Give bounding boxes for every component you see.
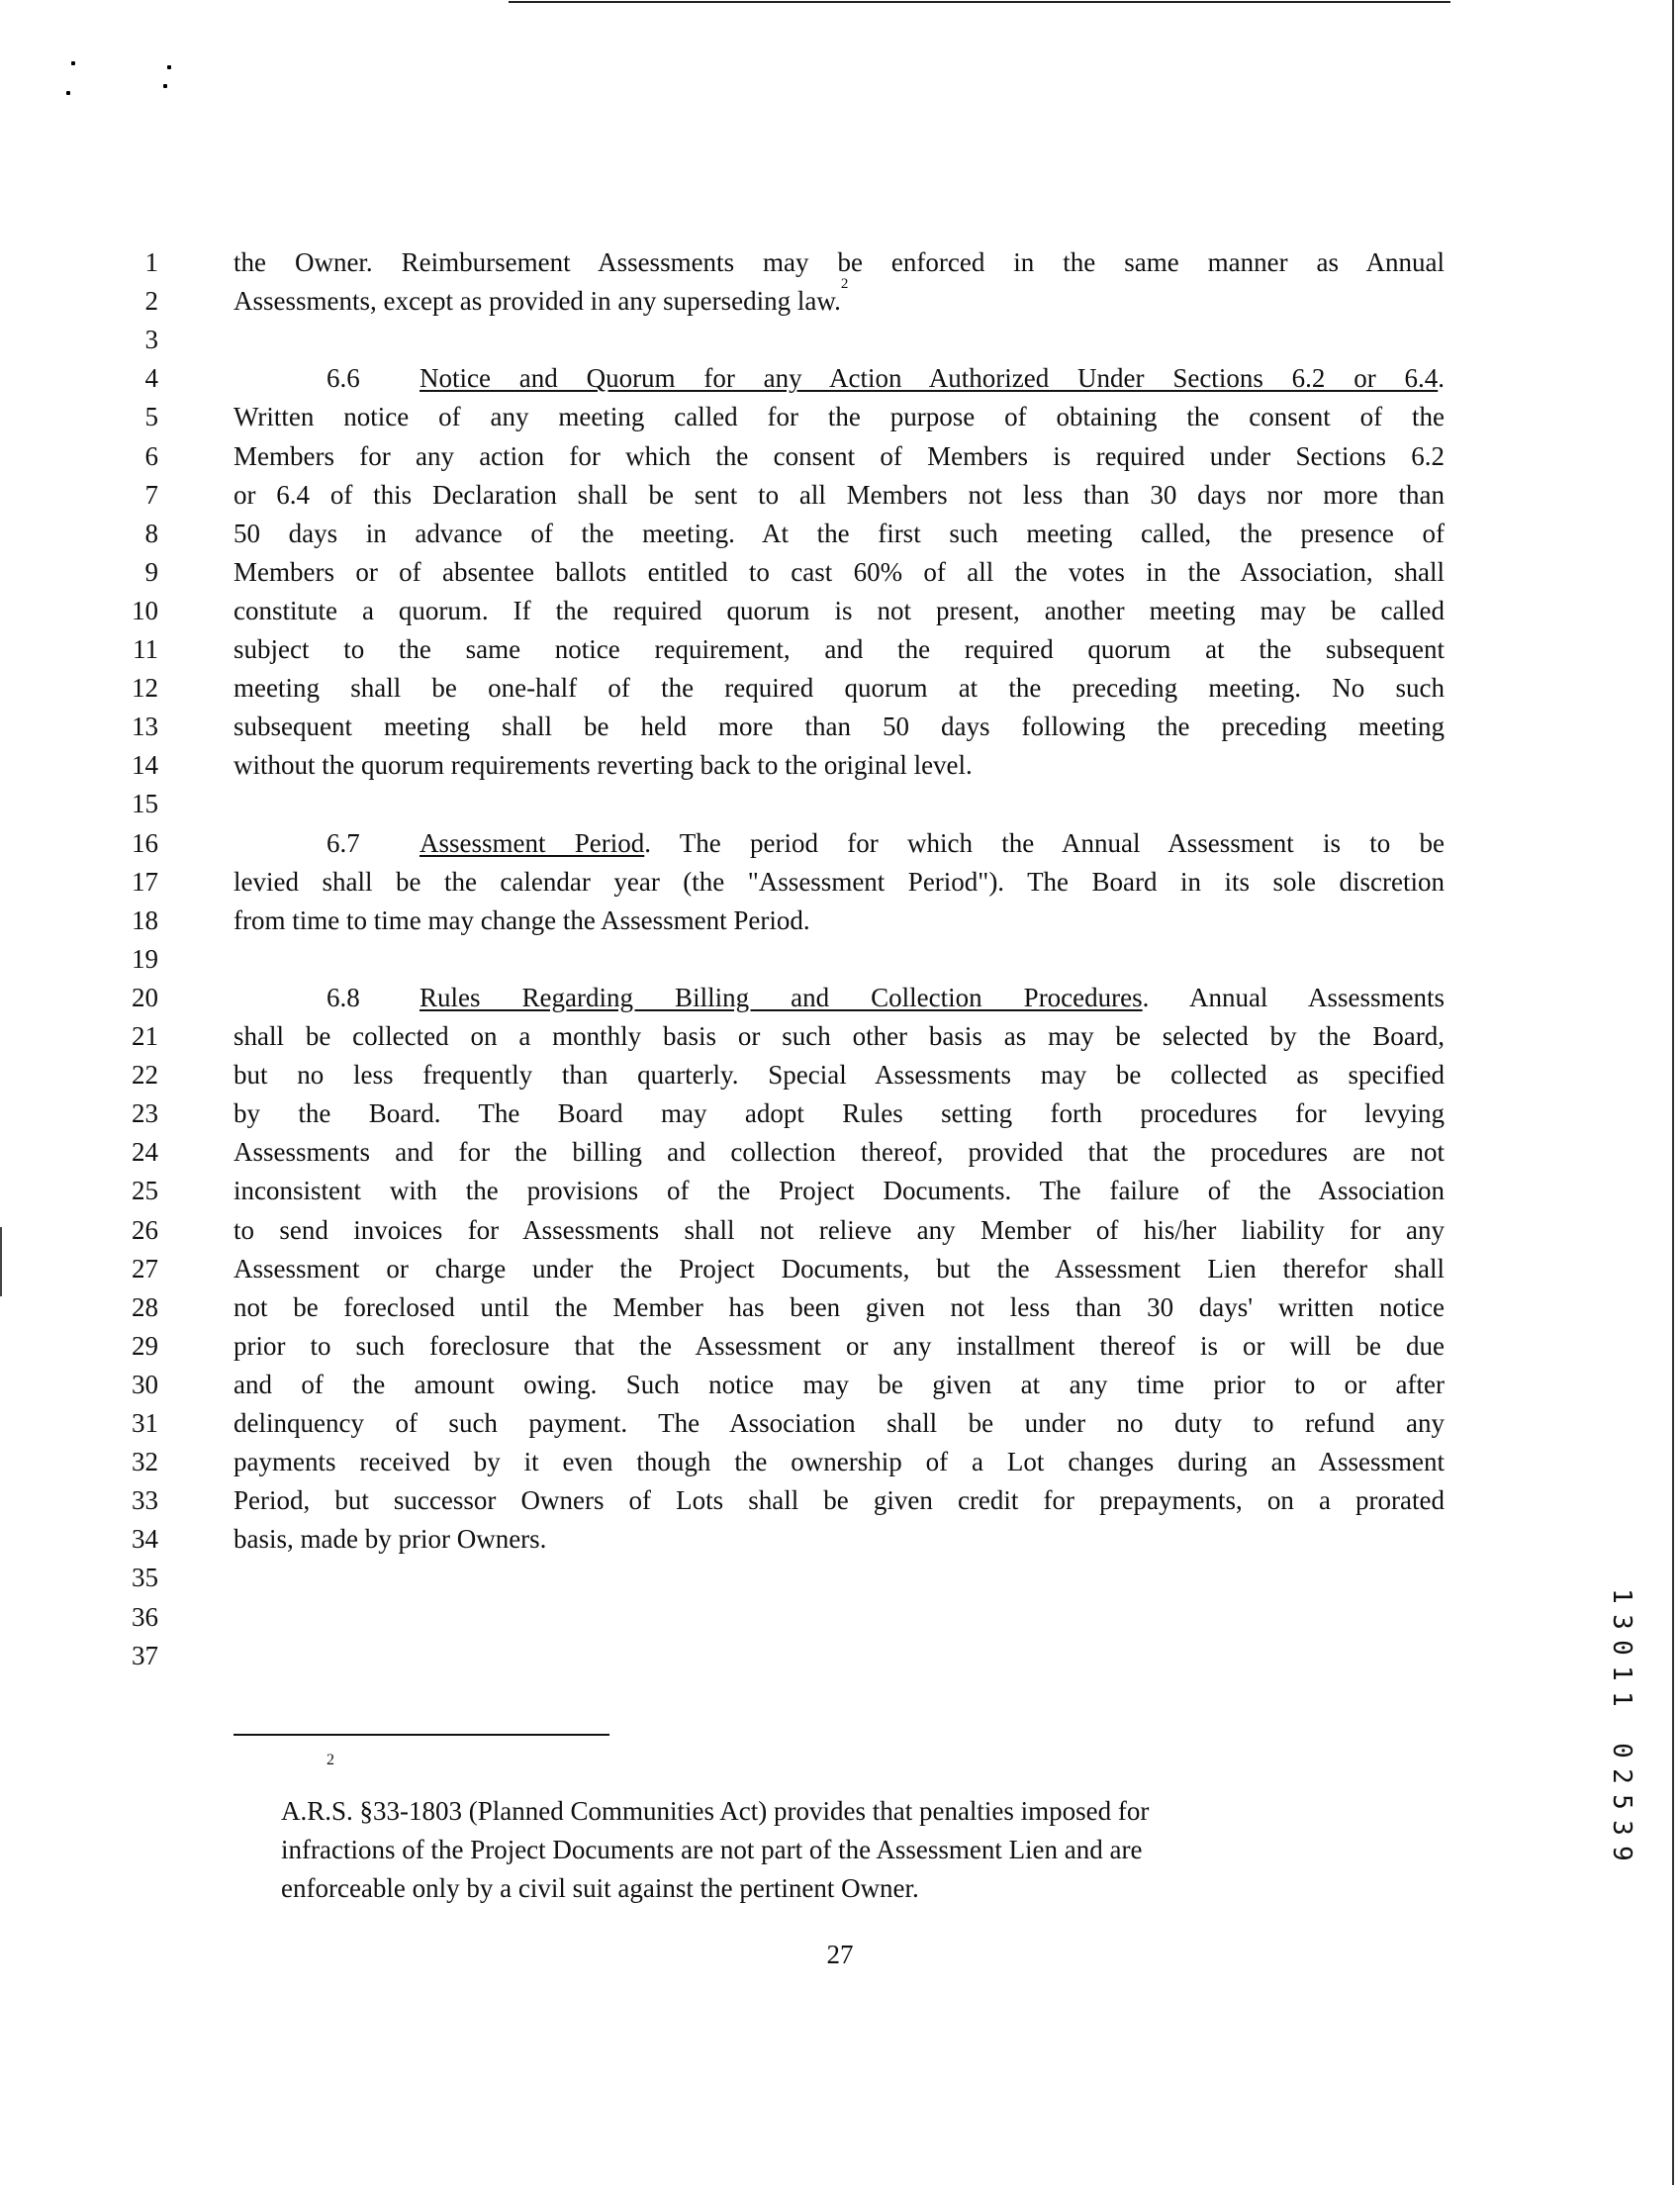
- document-line: [0, 1598, 1680, 1637]
- line-number: 16: [132, 827, 158, 858]
- document-line: [0, 276, 1680, 321]
- section-heading: Rules Regarding Billing and Collection Procedures: [420, 982, 1143, 1012]
- line-text: Period, but successor Owners of Lots shall be given credit for prepayments, on a prorated: [233, 1485, 1445, 1516]
- document-line: [0, 1404, 1680, 1443]
- line-text: constitute a quorum. If the required quorum is not present, another meeting may be called: [233, 595, 1445, 625]
- document-line: [0, 1288, 1680, 1327]
- line-text: Members or of absentee ballots entitled to cast 60% of all the votes in the Association, shall: [233, 556, 1445, 587]
- document-line: [0, 553, 1680, 592]
- document-line: [0, 437, 1680, 476]
- line-number: 3: [144, 325, 158, 355]
- line-text: Written notice of any meeting called for the purpose of obtaining the consent of the: [233, 402, 1445, 432]
- line-text: subsequent meeting shall be held more than 50 days following the preceding meeting: [233, 712, 1445, 742]
- document-line: [0, 1366, 1680, 1404]
- document-line: [0, 243, 1680, 282]
- document-line: [0, 708, 1680, 746]
- line-text: but no less frequently than quarterly. Special Assessments may be collected as specified: [233, 1060, 1445, 1091]
- line-text: delinquency of such payment. The Association shall be under no duty to refund any: [233, 1408, 1445, 1438]
- line-text: 6.6 Notice and Quorum for any Action Authorized Under Sections 6.2 or 6.4.: [233, 359, 1445, 398]
- line-number: 4: [144, 363, 158, 394]
- line-number: 37: [132, 1640, 158, 1670]
- line-number: 15: [132, 789, 158, 819]
- document-line: [0, 359, 1680, 398]
- line-number: 11: [133, 634, 158, 664]
- line-text: 50 days in advance of the meeting. At the first such meeting called, the presence of: [233, 518, 1445, 548]
- line-number: 17: [132, 866, 158, 897]
- footnote-line: enforceable only by a civil suit against the pertinent Owner.: [281, 1873, 919, 1903]
- document-line: [0, 398, 1680, 436]
- line-number: 25: [132, 1176, 158, 1206]
- line-text: not be foreclosed until the Member has been given not less than 30 days' written notice: [233, 1291, 1445, 1322]
- line-number: 32: [132, 1447, 158, 1477]
- stamp-digit: 3: [1607, 1820, 1636, 1836]
- line-text: or 6.4 of this Declaration shall be sent to all Members not less than 30 days nor more than: [233, 479, 1445, 510]
- document-line: [0, 746, 1680, 785]
- scan-speck: [167, 65, 171, 69]
- line-text: prior to such foreclosure that the Assessment or any installment thereof is or will be due: [233, 1330, 1445, 1361]
- document-line: [0, 1250, 1680, 1288]
- document-line: [0, 1017, 1680, 1056]
- document-line: [0, 669, 1680, 708]
- stamp-digit: 1: [1607, 1691, 1636, 1707]
- document-line: [0, 1133, 1680, 1172]
- line-text: Assessments and for the billing and collection thereof, provided that the procedures are not: [233, 1137, 1445, 1168]
- document-line: [0, 1094, 1680, 1133]
- stamp-digit: 9: [1607, 1846, 1636, 1861]
- document-line: [0, 1559, 1680, 1597]
- stamp-digit: 0: [1607, 1640, 1636, 1656]
- document-line: [0, 1443, 1680, 1481]
- document-line: [0, 1637, 1680, 1675]
- line-number: 19: [132, 943, 158, 974]
- line-number: 36: [132, 1601, 158, 1632]
- line-number: 14: [132, 750, 158, 781]
- stamp-digit: 2: [1607, 1768, 1636, 1784]
- line-number: 6: [144, 440, 158, 471]
- scan-speck: [66, 91, 70, 95]
- line-number: 7: [144, 479, 158, 510]
- line-number: 10: [132, 595, 158, 625]
- page-number: 27: [826, 1940, 854, 1969]
- stamp-digit: 1: [1607, 1665, 1636, 1681]
- line-text: the Owner. Reimbursement Assessments may be enforced in the same manner as Annual: [233, 247, 1445, 277]
- line-text: subject to the same notice requirement, and the required quorum at the subsequent: [233, 634, 1445, 664]
- footnote-rule: [233, 1734, 609, 1736]
- line-text: by the Board. The Board may adopt Rules setting forth procedures for levying: [233, 1098, 1445, 1129]
- footnote-line: infractions of the Project Documents are not part of the Assessment Lien and are: [281, 1835, 1143, 1864]
- document-line: [0, 863, 1680, 902]
- line-number: 8: [144, 518, 158, 548]
- footnote-line: A.R.S. §33-1803 (Planned Communities Act) provides that penalties imposed for: [281, 1796, 1150, 1826]
- section-number: 6.6: [327, 363, 360, 394]
- line-text: 6.7 Assessment Period. The period for which the Annual Assessment is to be: [233, 824, 1445, 863]
- line-number: 27: [132, 1253, 158, 1283]
- footnote-mark: 2: [327, 1752, 334, 1768]
- stamp-digit: 0: [1607, 1743, 1636, 1758]
- line-text: Members for any action for which the consent of Members is required under Sections 6.2: [233, 440, 1445, 471]
- line-number: 2: [144, 286, 158, 317]
- document-line: [0, 785, 1680, 823]
- document-line: [0, 1056, 1680, 1094]
- document-line: [0, 902, 1680, 940]
- document-line: [0, 1172, 1680, 1210]
- section-number: 6.8: [327, 982, 360, 1012]
- line-number: 22: [132, 1060, 158, 1091]
- document-line: [0, 979, 1680, 1017]
- document-line: [0, 630, 1680, 669]
- line-number: 13: [132, 712, 158, 742]
- line-text: basis, made by prior Owners.: [233, 1524, 547, 1555]
- section-heading: Notice and Quorum for any Action Authorized Under Sections 6.2 or 6.4: [420, 363, 1439, 394]
- line-number: 21: [132, 1021, 158, 1051]
- line-text: Assessment or charge under the Project Documents, but the Assessment Lien therefor shall: [233, 1253, 1445, 1283]
- stamp-digit: 3: [1607, 1614, 1636, 1630]
- line-text: meeting shall be one-half of the required quorum at the preceding meeting. No such: [233, 673, 1445, 704]
- document-line: [0, 824, 1680, 863]
- line-number: 23: [132, 1098, 158, 1129]
- stamp-digit: 5: [1607, 1794, 1636, 1810]
- line-number: 26: [132, 1214, 158, 1245]
- line-number: 28: [132, 1291, 158, 1322]
- line-number: 24: [132, 1137, 158, 1168]
- line-number: 9: [144, 556, 158, 587]
- line-number: 29: [132, 1330, 158, 1361]
- line-number: 1: [144, 247, 158, 277]
- document-line: [0, 515, 1680, 553]
- line-number: 20: [132, 982, 158, 1012]
- line-text: payments received by it even though the ownership of a Lot changes during an Assessment: [233, 1447, 1445, 1477]
- document-line: [0, 592, 1680, 630]
- line-number: 30: [132, 1369, 158, 1399]
- line-number: 12: [132, 673, 158, 704]
- document-line: [0, 321, 1680, 359]
- document-line: [0, 476, 1680, 515]
- scan-speck: [163, 84, 167, 88]
- line-number: 35: [132, 1563, 158, 1593]
- line-text: inconsistent with the provisions of the Project Documents. The failure of the Association: [233, 1176, 1445, 1206]
- scan-speck: [71, 61, 75, 65]
- document-line: [0, 1327, 1680, 1366]
- stamp-digit: 1: [1607, 1588, 1636, 1604]
- section-heading: Assessment Period: [420, 827, 645, 858]
- top-rule: [509, 1, 1450, 3]
- line-number: 34: [132, 1524, 158, 1555]
- line-text: to send invoices for Assessments shall not relieve any Member of his/her liability for any: [233, 1214, 1445, 1245]
- line-text: Assessments, except as provided in any superseding law.$^2$: [233, 276, 849, 317]
- document-line: [0, 1211, 1680, 1250]
- line-number: 31: [132, 1408, 158, 1438]
- document-line: [0, 1481, 1680, 1520]
- document-line: [0, 1520, 1680, 1559]
- line-text: 6.8 Rules Regarding Billing and Collection Procedures. Annual Assessments: [233, 979, 1445, 1017]
- line-text: from time to time may change the Assessment Period.: [233, 904, 810, 935]
- line-number: 5: [144, 402, 158, 432]
- document-line: [0, 940, 1680, 979]
- section-number: 6.7: [327, 827, 360, 858]
- line-number: 33: [132, 1485, 158, 1516]
- line-text: and of the amount owing. Such notice may be given at any time prior to or after: [233, 1369, 1445, 1399]
- line-text: shall be collected on a monthly basis or such other basis as may be selected by the Board,: [233, 1021, 1445, 1051]
- line-text: without the quorum requirements reverting back to the original level.: [233, 750, 973, 781]
- line-number: 18: [132, 904, 158, 935]
- recording-stamp: [1607, 1583, 1636, 1866]
- line-text: levied shall be the calendar year (the "Assessment Period"). The Board in its sole discretion: [233, 866, 1445, 897]
- footnote-reference: 2: [840, 276, 849, 293]
